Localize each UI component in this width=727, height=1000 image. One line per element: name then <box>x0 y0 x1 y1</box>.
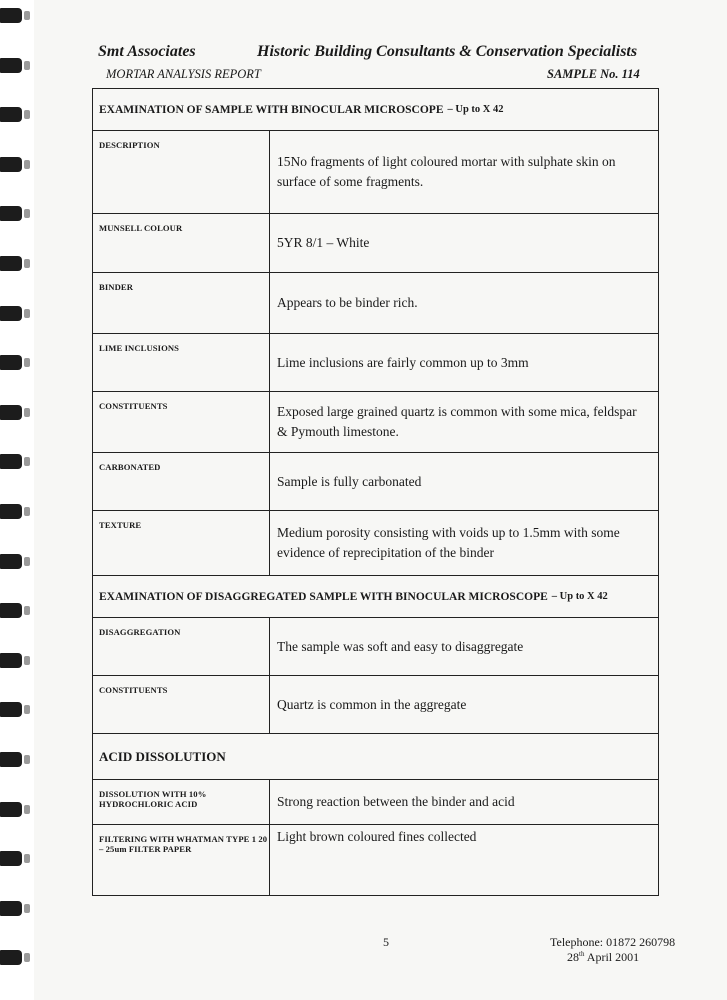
table-row <box>93 511 658 576</box>
report-page <box>34 0 727 1000</box>
row-value: 15No fragments of light coloured mortar with sulphate skin on surface of some fragments. <box>277 154 616 189</box>
row-value: Light brown coloured fines collected <box>277 829 477 844</box>
binding-ring <box>0 8 22 23</box>
row-value: Exposed large grained quartz is common with some mica, feldspar & Pymouth limestone. <box>277 404 637 439</box>
row-label: CONSTITUENTS <box>93 676 270 733</box>
table-row <box>93 131 658 214</box>
binding-hole <box>24 656 30 665</box>
binding-hole <box>24 705 30 714</box>
binding-hole <box>24 259 30 268</box>
section-suffix: – Up to X 42 <box>551 591 608 602</box>
date-suffix: th <box>579 950 585 958</box>
binding-hole <box>24 160 30 169</box>
date-day: 28 <box>567 950 579 964</box>
binding-hole <box>24 557 30 566</box>
table-row <box>93 214 658 273</box>
binding-ring <box>0 107 22 122</box>
section-title: ACID DISSOLUTION <box>99 748 226 764</box>
binding-ring <box>0 901 22 916</box>
binding-hole <box>24 953 30 962</box>
report-date <box>567 950 639 965</box>
binding-ring <box>0 157 22 172</box>
row-label: MUNSELL COLOUR <box>93 214 270 272</box>
page-number: 5 <box>383 935 389 949</box>
table-row <box>93 453 658 511</box>
binding-hole <box>24 457 30 466</box>
row-value: Medium porosity consisting with voids up to 1.5mm with some evidence of reprecipitation of the binder <box>277 525 620 560</box>
binding-hole <box>24 755 30 764</box>
company-name: Smt Associates <box>98 43 196 60</box>
telephone: Telephone: 01872 260798 <box>550 935 676 949</box>
report-title: MORTAR ANALYSIS REPORT <box>106 67 261 81</box>
row-value: Lime inclusions are fairly common up to 3mm <box>277 354 529 370</box>
section-title: EXAMINATION OF DISAGGREGATED SAMPLE WITH BINOCULAR MICROSCOPE <box>99 590 548 603</box>
section-title: EXAMINATION OF SAMPLE WITH BINOCULAR MICROSCOPE <box>99 103 444 116</box>
row-value: 5YR 8/1 – White <box>277 235 370 251</box>
binding-ring <box>0 355 22 370</box>
table-row <box>93 825 658 895</box>
table-row <box>93 334 658 392</box>
binding-hole <box>24 110 30 119</box>
binding-hole <box>24 309 30 318</box>
section-header-acid <box>93 734 658 780</box>
spiral-binding <box>0 0 34 1000</box>
row-label: LIME INCLUSIONS <box>93 334 270 391</box>
binding-ring <box>0 454 22 469</box>
company-tagline: Historic Building Consultants & Conservation Specialists <box>257 43 638 60</box>
row-label: CARBONATED <box>93 453 270 510</box>
row-value: The sample was soft and easy to disaggregate <box>277 638 524 654</box>
binding-ring <box>0 306 22 321</box>
binding-hole <box>24 408 30 417</box>
row-label: DISSOLUTION WITH 10% HYDROCHLORIC ACID <box>93 780 270 824</box>
binding-ring <box>0 256 22 271</box>
binding-hole <box>24 209 30 218</box>
binding-ring <box>0 58 22 73</box>
row-value: Strong reaction between the binder and acid <box>277 794 515 810</box>
binding-hole <box>24 805 30 814</box>
date-rest: April 2001 <box>586 950 640 964</box>
binding-hole <box>24 358 30 367</box>
binding-hole <box>24 61 30 70</box>
row-label: DESCRIPTION <box>93 131 270 213</box>
row-value: Sample is fully carbonated <box>277 473 422 489</box>
sample-number: SAMPLE No. 114 <box>547 67 640 81</box>
table-row <box>93 273 658 334</box>
binding-ring <box>0 702 22 717</box>
binding-ring <box>0 405 22 420</box>
row-label: DISAGGREGATION <box>93 618 270 675</box>
binding-ring <box>0 653 22 668</box>
binding-hole <box>24 11 30 20</box>
binding-hole <box>24 904 30 913</box>
binding-hole <box>24 606 30 615</box>
analysis-table <box>92 88 659 896</box>
binding-ring <box>0 504 22 519</box>
binding-ring <box>0 206 22 221</box>
binding-ring <box>0 752 22 767</box>
table-row <box>93 618 658 676</box>
section-suffix: – Up to X 42 <box>447 104 504 115</box>
binding-hole <box>24 507 30 516</box>
row-label: TEXTURE <box>93 511 270 575</box>
row-value: Quartz is common in the aggregate <box>277 696 467 712</box>
row-label: BINDER <box>93 273 270 333</box>
table-row <box>93 676 658 734</box>
binding-ring <box>0 851 22 866</box>
binding-ring <box>0 950 22 965</box>
binding-ring <box>0 554 22 569</box>
section-header-disaggregated <box>93 576 658 618</box>
table-row <box>93 780 658 825</box>
row-label: CONSTITUENTS <box>93 392 270 452</box>
row-label: FILTERING WITH WHATMAN TYPE 1 20 – 25um FILTER PAPER <box>93 825 270 895</box>
binding-ring <box>0 603 22 618</box>
table-row <box>93 392 658 453</box>
row-value: Appears to be binder rich. <box>277 295 418 311</box>
section-header-microscope <box>93 89 658 131</box>
binding-ring <box>0 802 22 817</box>
binding-hole <box>24 854 30 863</box>
